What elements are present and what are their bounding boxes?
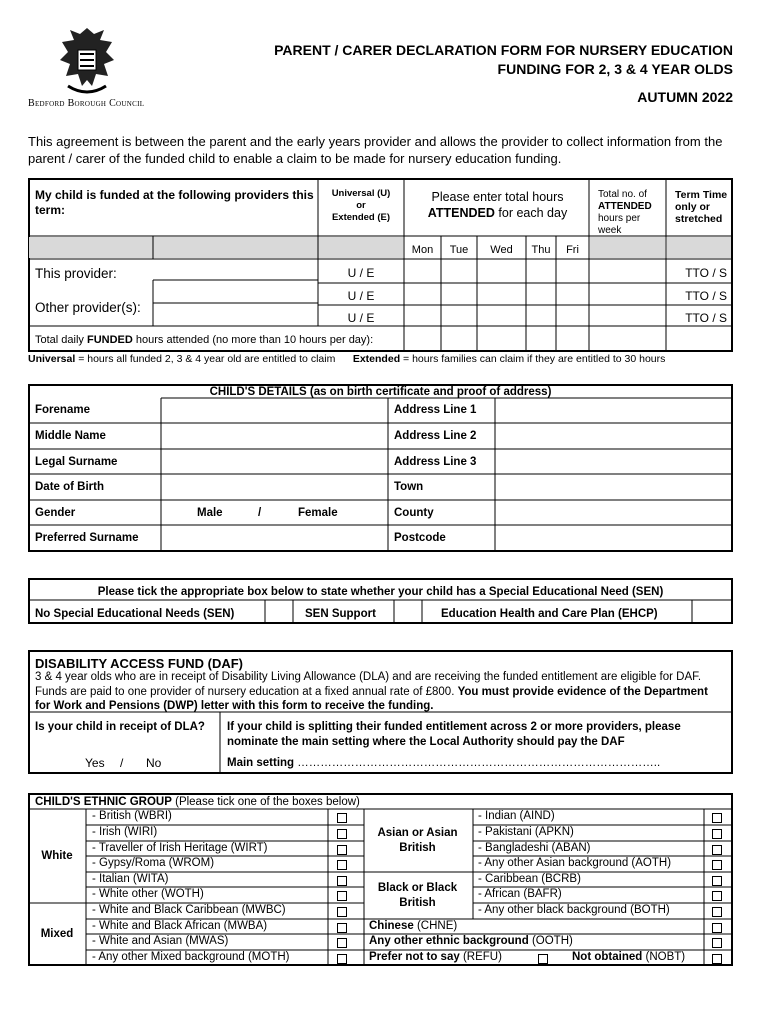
checkbox[interactable] [337,938,347,948]
this-provider-label: This provider: [35,266,117,281]
tto-row1[interactable]: TTO / S [685,266,727,280]
list-item: - Irish (WIRI) [92,826,158,838]
list-item: - African (BAFR) [478,888,562,900]
legal-surname-label: Legal Surname [35,456,118,468]
checkbox[interactable] [712,813,722,823]
sen-none-option[interactable]: No Special Educational Needs (SEN) [35,608,235,620]
address3-label: Address Line 3 [394,456,477,468]
sen-heading: Please tick the appropriate box below to state whether your child has a Special Educational Need (SEN) [97,586,664,598]
checkbox[interactable] [337,907,347,917]
council-crest-logo [52,24,122,98]
day-fri: Fri [566,244,579,256]
gender-slash: / [258,507,262,519]
middle-name-label: Middle Name [35,430,106,442]
checkbox[interactable] [337,829,347,839]
child-details-grid [28,384,733,552]
day-mon: Mon [411,244,434,256]
list-item: - British (WBRI) [92,810,172,822]
day-wed: Wed [490,244,513,256]
list-item: - Any other Asian background (AOTH) [478,857,672,869]
list-item: - Gypsy/Roma (WROM) [92,857,215,869]
ue-row1[interactable]: U / E [347,266,375,280]
sen-ehcp-option[interactable]: Education Health and Care Plan (EHCP) [441,608,658,620]
checkbox[interactable] [712,923,722,933]
daf-title: DISABILITY ACCESS FUND (DAF) [35,656,243,671]
checkbox[interactable] [712,954,722,964]
checkbox[interactable] [337,876,347,886]
asian-group-label: Asian or Asian British [377,827,458,854]
funding-child-header: My child is funded at the following providers this term: [35,188,314,217]
list-item: - Caribbean (BCRB) [478,873,581,885]
ue-row3[interactable]: U / E [347,311,375,325]
black-group-label: Black or Black British [377,882,458,909]
day-thu: Thu [531,244,551,256]
checkbox[interactable] [337,813,347,823]
list-item: - Italian (WITA) [92,873,169,885]
funding-ue-header: Universal (U) or Extended (E) [331,188,391,223]
gender-male[interactable]: Male [197,507,223,519]
checkbox[interactable] [712,876,722,886]
list-item: - Traveller of Irish Heritage (WIRT) [92,842,268,854]
tto-row3[interactable]: TTO / S [685,311,727,325]
tto-row2[interactable]: TTO / S [685,289,727,303]
list-item: - Bangladeshi (ABAN) [478,842,591,854]
checkbox[interactable] [337,891,347,901]
funding-tto-header: Term Time only or stretched [675,189,728,225]
form-title-line1: PARENT / CARER DECLARATION FORM FOR NURSERY EDUCATION [274,42,733,58]
forename-label: Forename [35,404,90,416]
chinese-item: Chinese (CHNE) [369,920,458,932]
checkbox[interactable] [712,845,722,855]
daf-text: 3 & 4 year olds who are in receipt of Disability Living Allowance (DLA) and are receiving the funded entitlement are eligible for DAF. Funds are paid to one provider of nursery education at a fixed annual rate of £800. You must provide evidence of the Department for Work and Pensions (DWP) letter with this form to receive the funding. [35,671,708,712]
address1-label: Address Line 1 [394,404,477,416]
term-label: AUTUMN 2022 [637,89,733,105]
dob-label: Date of Birth [35,481,104,493]
checkbox[interactable] [712,891,722,901]
gender-female[interactable]: Female [298,507,338,519]
list-item: - Any other black background (BOTH) [478,904,670,916]
form-title-line2: FUNDING FOR 2, 3 & 4 YEAR OLDS [497,61,733,77]
preferred-surname-label: Preferred Surname [35,532,139,544]
checkbox[interactable] [712,860,722,870]
day-tue: Tue [449,244,469,256]
list-item: - White and Black Caribbean (MWBC) [92,904,286,916]
list-item: - Indian (AIND) [478,810,555,822]
total-daily-label: Total daily FUNDED hours attended (no more than 10 hours per day): [35,334,374,346]
checkbox[interactable] [337,954,347,964]
mixed-group-label: Mixed [40,928,74,940]
checkbox[interactable] [538,954,548,964]
list-item: - White and Black African (MWBA) [92,920,268,932]
list-item: - White and Asian (MWAS) [92,935,229,947]
funding-hours-header: Please enter total hours ATTENDED for each day [427,190,568,220]
funding-note: Universal = hours all funded 2, 3 & 4 year old are entitled to claim Extended = hours families can claim if they are entitled to 30 hours [28,353,666,365]
daf-split-text: If your child is splitting their funded entitlement across 2 or more providers, please nominate the main setting where the Local Authority should pay the DAF [227,721,681,748]
gender-label: Gender [35,507,76,519]
list-item: - White other (WOTH) [92,888,204,900]
list-item: - Pakistani (APKN) [478,826,574,838]
main-setting-field[interactable]: Main setting ………………………………………………………………………………….. [227,757,661,769]
town-label: Town [394,481,424,493]
checkbox[interactable] [712,907,722,917]
county-label: County [394,507,434,519]
dla-question: Is your child in receipt of DLA? [35,721,205,733]
sen-support-option[interactable]: SEN Support [305,608,376,620]
ue-row2[interactable]: U / E [347,289,375,303]
child-details-heading: CHILD'S DETAILS (as on birth certificate and proof of address) [209,386,552,398]
funding-total-header: Total no. of ATTENDED hours per week [598,189,652,236]
dla-sep: / [120,756,124,770]
intro-text: This agreement is between the parent and the early years provider and allows the provider to collect information from the parent / carer of the funded child to enable a claim to be made for nursery education funding. [28,134,723,166]
checkbox[interactable] [337,845,347,855]
checkbox[interactable] [712,829,722,839]
list-item: - Any other Mixed background (MOTH) [92,951,290,963]
address2-label: Address Line 2 [394,430,477,442]
white-group-label: White [41,850,73,862]
ethnic-heading: CHILD'S ETHNIC GROUP (Please tick one of the boxes below) [35,796,360,808]
dla-yes[interactable]: Yes [85,756,105,770]
other-providers-label: Other provider(s): [35,300,141,315]
checkbox[interactable] [337,923,347,933]
checkbox[interactable] [712,938,722,948]
other-ethnic-item: Any other ethnic background (OOTH) [369,935,573,947]
dla-no[interactable]: No [146,756,162,770]
prefer-not-item: Prefer not to say (REFU) [369,951,502,963]
checkbox[interactable] [337,860,347,870]
council-name: Bedford Borough Council [28,98,145,109]
postcode-label: Postcode [394,532,446,544]
not-obtained-item: Not obtained (NOBT) [572,951,686,963]
